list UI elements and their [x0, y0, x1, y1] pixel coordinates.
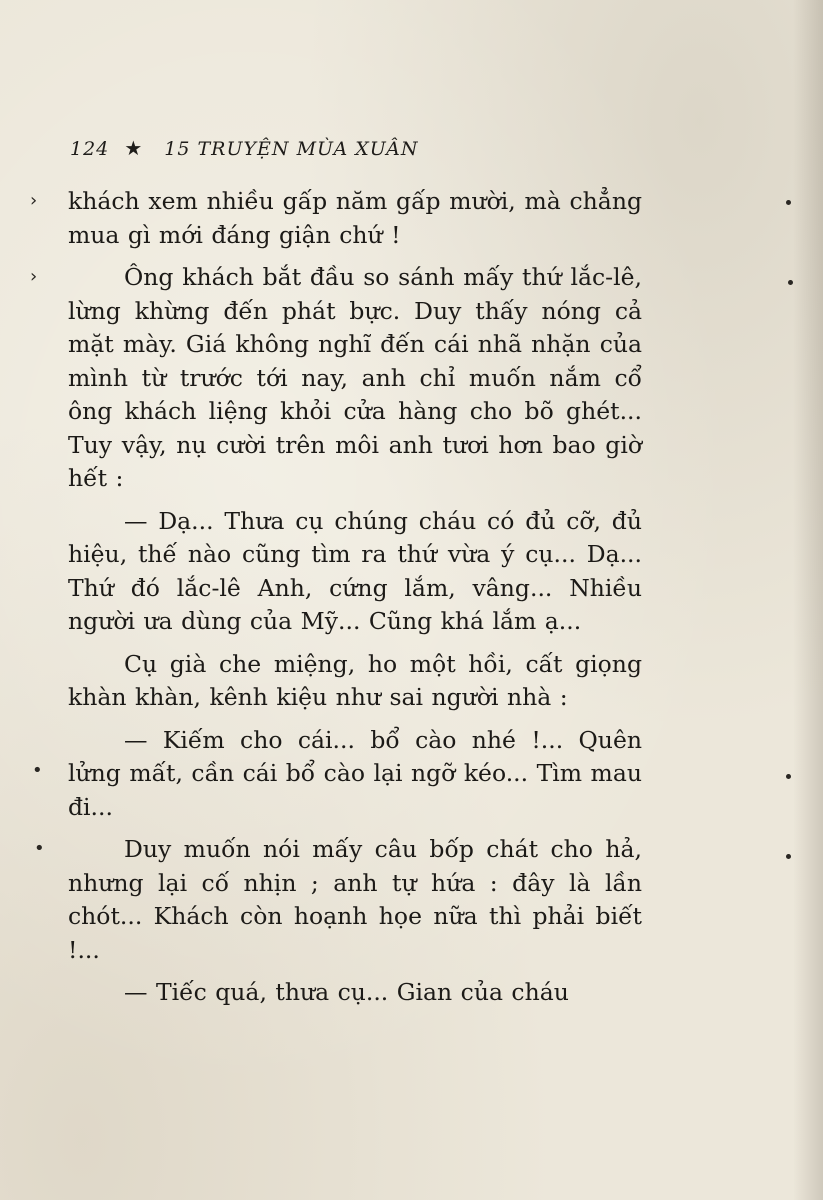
paragraph-1: khách xem nhiều gấp năm gấp mười, mà chẳng mua gì mới đáng giận chứ ! — [68, 187, 642, 249]
book-title: 15 TRUYỆN MÙA XUÂN — [164, 138, 419, 160]
page-number: 124 — [70, 138, 110, 160]
star-icon: ★ — [124, 136, 144, 160]
page-edge-shadow — [793, 0, 823, 1200]
running-head — [70, 136, 419, 160]
paragraph-3: — Dạ... Thưa cụ chúng cháu có đủ cỡ, đủ hiệu, thế nào cũng tìm ra thứ vừa ý cụ... Dạ... Thứ đó lắc-lê Anh, cứng lắm, vâng... Nhiều người ưa dùng của Mỹ... Cũng khá lắm ạ... — [68, 506, 642, 635]
margin-tick-icon: › — [30, 190, 38, 211]
paragraph-7: — Tiếc quá, thưa cụ... Gian của cháu — [124, 978, 569, 1006]
paragraph-2: Ông khách bắt đầu so sánh mấy thứ lắc-lê, lừng khừng đến phát bực. Duy thấy nóng cả mặt mày. Giá không nghĩ đến cái nhã nhặn của mình từ trước tới nay, anh chỉ muốn nắm cổ ông khách liệng khỏi cửa hàng cho bõ ghét... Tuy vậy, nụ cười trên môi anh tươi hơn bao giờ hết : — [68, 263, 642, 492]
margin-tick-icon: • — [32, 760, 43, 781]
margin-tick-icon: › — [30, 266, 38, 287]
paragraph-6: Duy muốn nói mấy câu bốp chát cho hả, nhưng lại cố nhịn ; anh tự hứa : đây là lần chót... Khách còn hoạnh họe nữa thì phải biết !... — [68, 835, 642, 964]
paragraph-5: — Kiếm cho cái... bổ cào nhé !... Quên lửng mất, cần cái bổ cào lại ngỡ kéo... Tìm mau đi... — [68, 725, 642, 821]
margin-dot-icon — [786, 854, 791, 859]
margin-dot-icon — [786, 774, 791, 779]
body-text — [68, 185, 642, 1010]
margin-dot-icon — [788, 280, 793, 285]
paragraph-4: Cụ già che miệng, ho một hồi, cất giọng khàn khàn, kênh kiệu như sai người nhà : — [68, 649, 642, 711]
margin-tick-icon: • — [34, 838, 45, 859]
margin-dot-icon — [786, 200, 791, 205]
